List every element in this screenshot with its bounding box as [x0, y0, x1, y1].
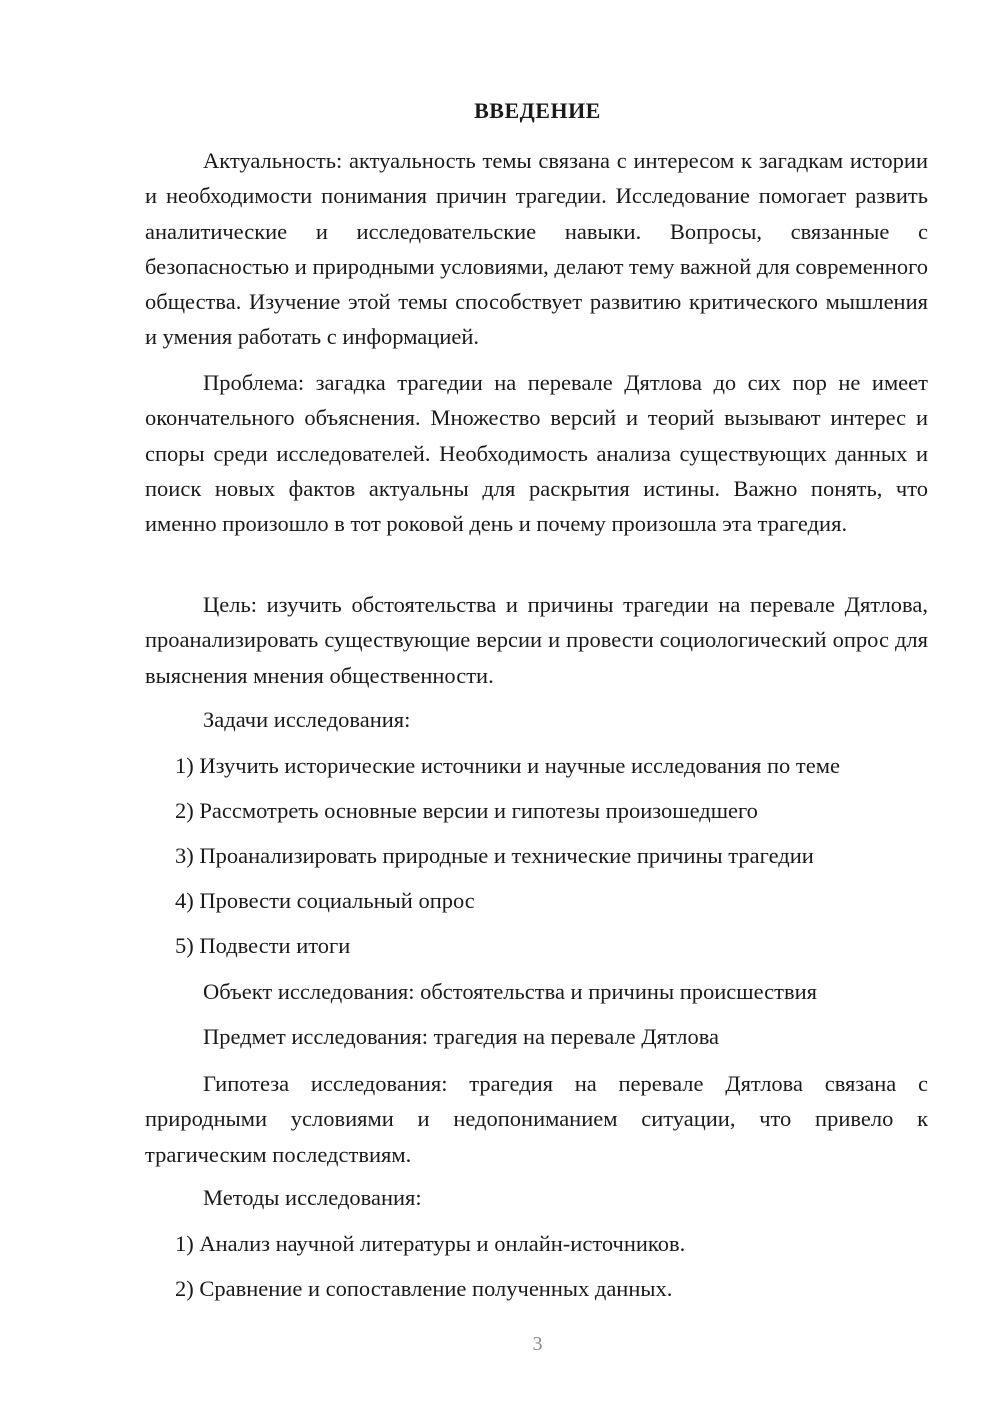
- research-subject: Предмет исследования: трагедия на перевале Дятлова: [203, 1024, 720, 1049]
- methods-heading: Методы исследования:: [203, 1185, 422, 1210]
- research-object: Объект исследования: обстоятельства и причины происшествия: [203, 979, 817, 1004]
- task-item-5: 5) Подвести итоги: [175, 933, 351, 958]
- page-number: 3: [532, 1333, 543, 1355]
- hypothesis-paragraph: Гипотеза исследования: трагедия на перевале Дятлова связана с природными условиями и недопониманием ситуации, что привело к трагическим последствиям.: [145, 1071, 928, 1167]
- task-item-1: 1) Изучить исторические источники и научные исследования по теме: [175, 753, 840, 778]
- task-item-3: 3) Проанализировать природные и технические причины трагедии: [175, 843, 814, 868]
- goal-paragraph: Цель: изучить обстоятельства и причины трагедии на перевале Дятлова, проанализировать существующие версии и провести социологический опрос для выяснения мнения общественности.: [145, 592, 928, 688]
- method-item-2: 2) Сравнение и сопоставление полученных данных.: [175, 1276, 673, 1301]
- task-item-2: 2) Рассмотреть основные версии и гипотезы произошедшего: [175, 798, 758, 823]
- section-title: ВВЕДЕНИЕ: [474, 98, 601, 123]
- task-item-4: 4) Провести социальный опрос: [175, 888, 475, 913]
- method-item-1: 1) Анализ научной литературы и онлайн-источников.: [175, 1231, 686, 1256]
- tasks-heading: Задачи исследования:: [203, 707, 411, 732]
- relevance-paragraph: Актуальность: актуальность темы связана с интересом к загадкам истории и необходимости понимания причин трагедии. Исследование помогает развить аналитические и исследовательские навыки. Вопросы, связанные с безопасностью и природными условиями, делают тему важной для современного общества. Изучение этой темы способствует развитию критического мышления и умения работать с информацией.: [145, 148, 929, 350]
- problem-paragraph: Проблема: загадка трагедии на перевале Дятлова до сих пор не имеет окончательного объяснения. Множество версий и теорий вызывают интерес и споры среди исследователей. Необходимость анализа существующих данных и поиск новых фактов актуальны для раскрытия истины. Важно понять, что именно произошло в тот роковой день и почему произошла эта трагедия.: [145, 370, 928, 537]
